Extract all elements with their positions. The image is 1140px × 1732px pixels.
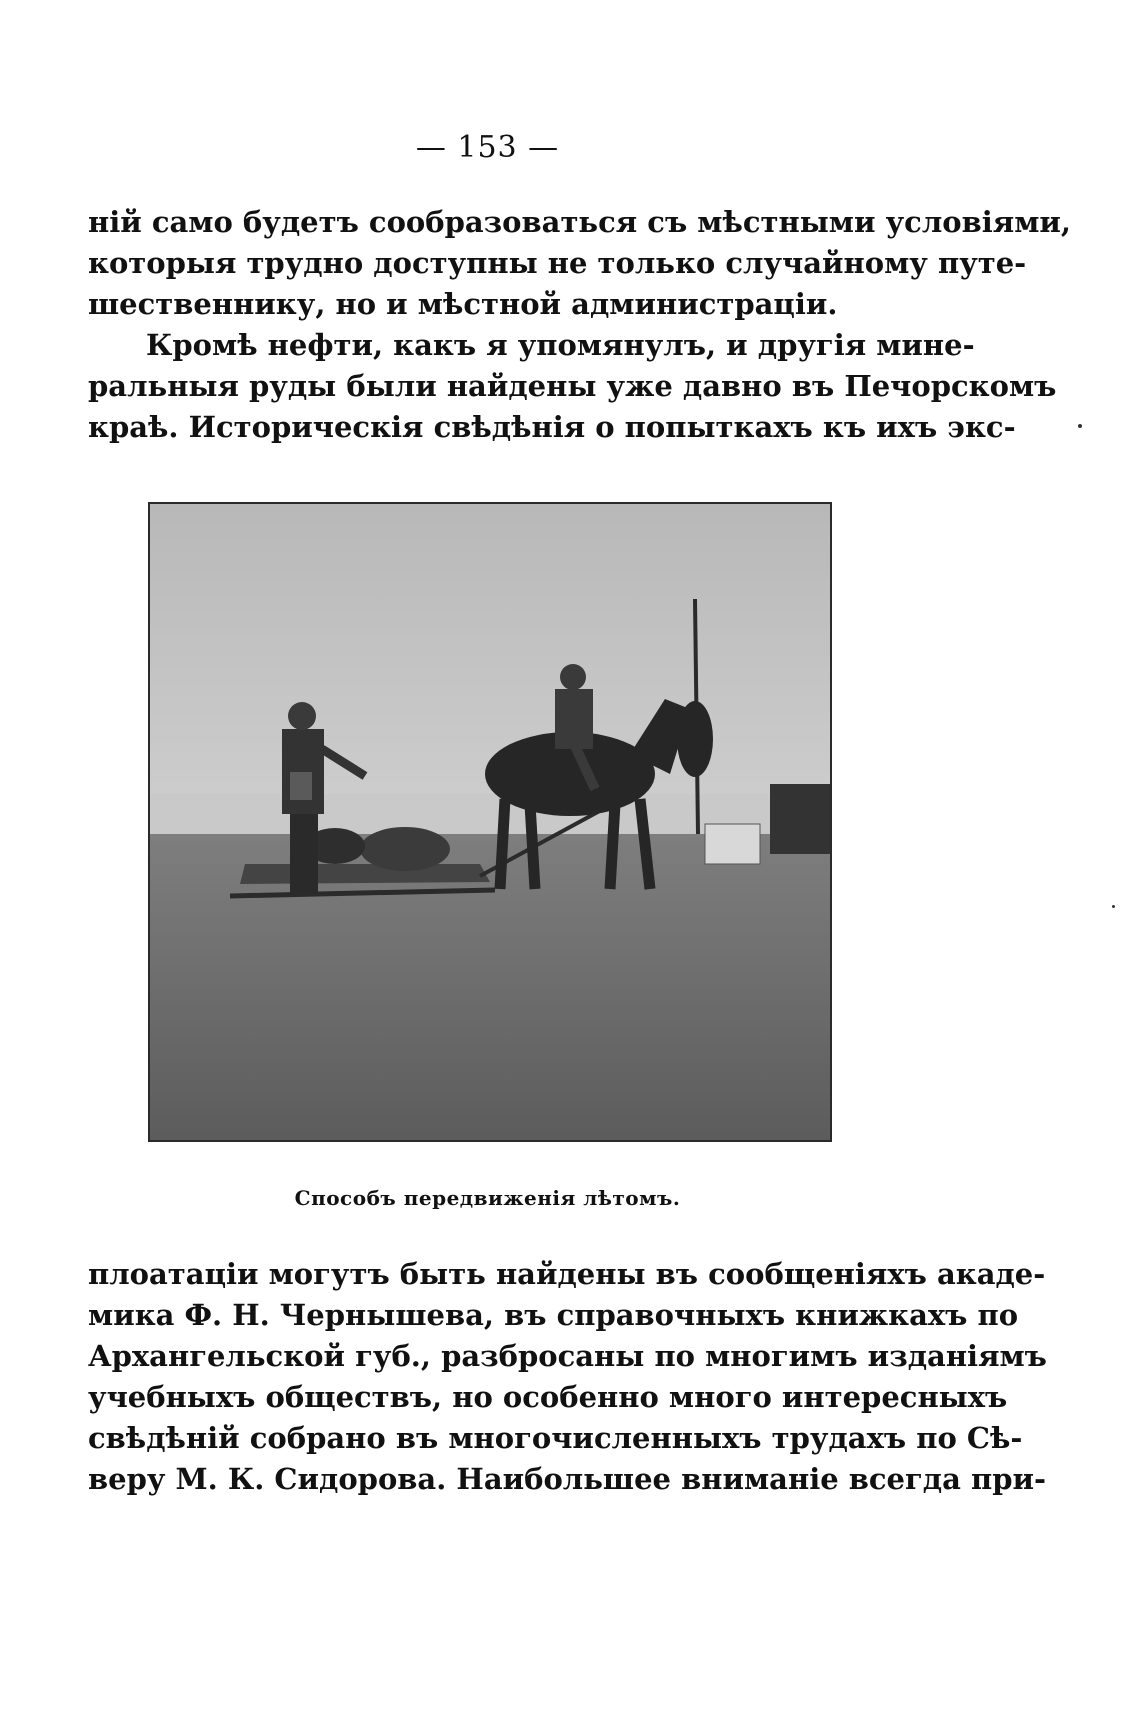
horse-leg — [610, 804, 615, 889]
text-line: которыя трудно доступны не только случайному путе- — [88, 246, 1027, 280]
horse-head — [677, 701, 713, 777]
text-line: плоатаціи могутъ быть найдены въ сообщеніяхъ акаде- — [88, 1257, 1046, 1291]
man-head — [288, 702, 316, 730]
figure-caption: Способъ передвиженія лѣтомъ. — [294, 1186, 681, 1210]
sledge — [240, 864, 490, 884]
text-line: ральныя руды были найдены уже давно въ Печорскомъ — [88, 369, 1057, 403]
text-line: шественнику, но и мѣстной администраціи. — [88, 287, 838, 321]
text-line: краѣ. Историческія свѣдѣнія о попыткахъ къ ихъ экс- — [88, 410, 1016, 444]
boat-hull — [770, 784, 830, 854]
text-line: веру М. К. Сидорова. Наибольшее вниманіе всегда при- — [88, 1462, 1047, 1496]
text-line: мика Ф. Н. Чернышева, въ справочныхъ книжкахъ по — [88, 1298, 1019, 1332]
crate — [705, 824, 760, 864]
scan-speck — [1078, 424, 1082, 428]
photograph-illustration — [150, 504, 830, 1140]
top-paragraph — [88, 202, 1071, 448]
photograph — [148, 502, 832, 1142]
text-line: свѣдѣній собрано въ многочисленныхъ трудахъ по Сѣ- — [88, 1421, 1023, 1455]
horse-leg — [500, 799, 505, 889]
scan-speck — [1112, 905, 1115, 908]
text-line: учебныхъ обществъ, но особенно много интересныхъ — [88, 1380, 1008, 1414]
text-line: Кромѣ нефти, какъ я упомянулъ, и другія мине- — [146, 328, 975, 362]
page-number: — 153 — — [415, 130, 560, 165]
bottom-paragraph — [88, 1254, 1047, 1500]
man-body — [282, 729, 324, 814]
rider-body — [555, 689, 593, 749]
man-legs — [290, 804, 318, 894]
rider-head — [560, 664, 586, 690]
cargo-bundle — [360, 827, 450, 871]
text-line: Архангельской губ., разбросаны по многимъ изданіямъ — [88, 1339, 1047, 1373]
horse-leg — [530, 804, 535, 889]
bucket — [290, 772, 312, 800]
text-line: ній само будетъ сообразоваться съ мѣстными условіями, — [88, 205, 1071, 239]
